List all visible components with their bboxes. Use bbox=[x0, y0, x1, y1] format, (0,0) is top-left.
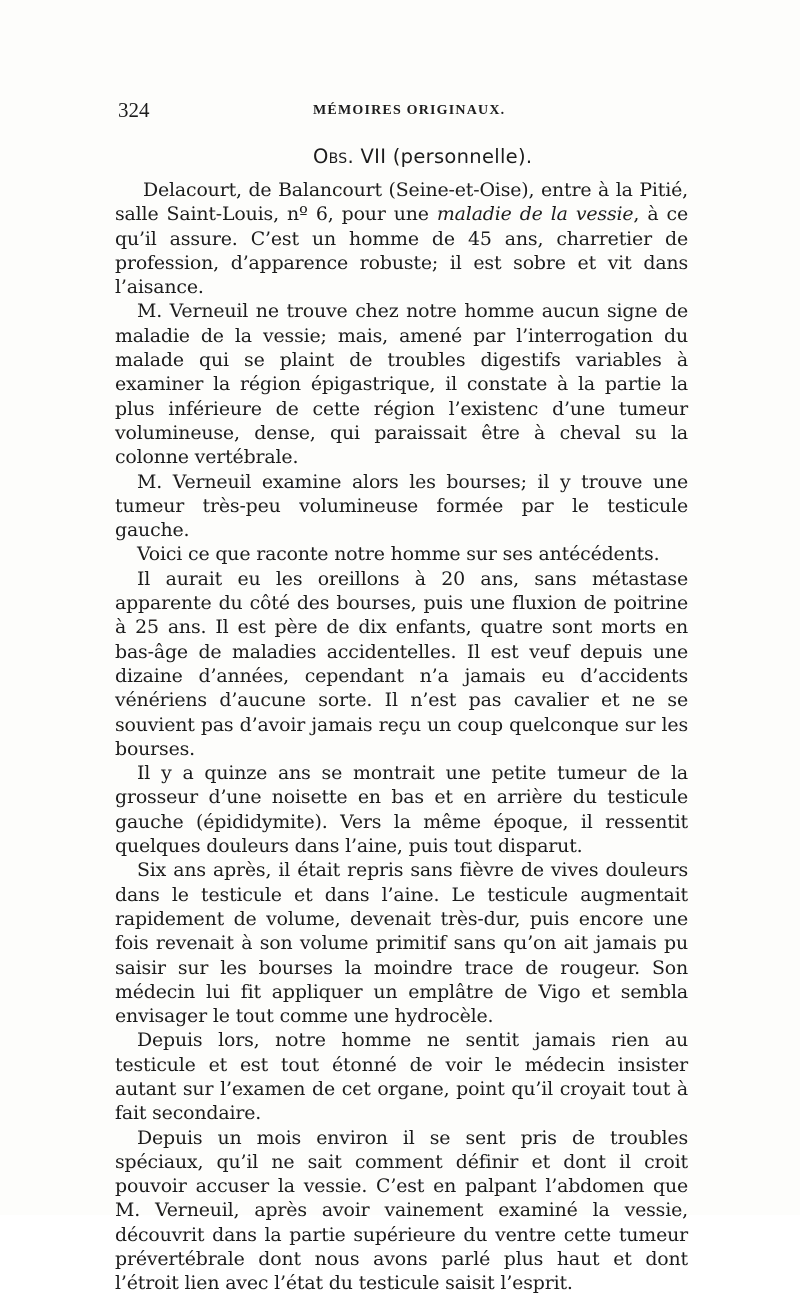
paragraph-5: Il aurait eu les oreillons à 20 ans, sans métastase apparente du côté des bourses, puis une fluxion de poitrine à 25 ans. Il est père de dix enfants, quatre sont morts en bas-âge de maladies accidentelles. Il est veuf depuis une dizaine d’années, cependant n’a jamais eu d’accidents vénériens d’aucune sorte. Il n’est pas cavalier et ne se souvient pas d’avoir jamais reçu un coup quelconque sur les bourses. bbox=[115, 567, 688, 760]
observation-title-rest: VII (personnelle). bbox=[354, 145, 533, 168]
paragraph-6: Il y a quinze ans se montrait une petite tumeur de la grosseur d’une noisette en bas et en arrière du testicule gauche (épididymite). Vers la même époque, il ressentit quelques douleurs dans l’aine, puis tout disparut. bbox=[115, 762, 688, 858]
paragraph-8: Depuis lors, notre homme ne sentit jamais rien au testicule et est tout étonné de voir le médecin insister autant sur l’examen de cet organe, point qu’il croyait tout à fait secondaire. bbox=[115, 1029, 688, 1125]
emphasis-maladie-vessie: maladie de la vessie bbox=[436, 203, 634, 226]
observation-title-abbr: Obs. bbox=[313, 145, 354, 168]
observation-title bbox=[313, 145, 532, 168]
paragraph-9: Depuis un mois environ il se sent pris de troubles spéciaux, qu’il ne sait comment définir et dont il croit pouvoir accuser la vessie. C’est en palpant l’abdomen que M. Verneuil, après avoir vainement examiné la vessie, découvrit dans la partie supérieure du ventre cette tumeur prévertébrale dont nous avons parlé plus haut et dont l’étroit lien avec l’état du testicule saisit l’esprit. bbox=[115, 1126, 688, 1295]
body-text bbox=[115, 178, 688, 1296]
paragraph-1-end: , à ce qu’il assure. C’est un homme de 45 ans, charretier de profession, d’apparence robuste; il est sobre et vit dans l’aisance. bbox=[115, 203, 688, 299]
paragraph-7: Six ans après, il était repris sans fièvre de vives douleurs dans le testicule et dans l’aine. Le testicule augmentait rapidement de volume, devenait très-dur, puis encore une fois revenait à son volume primitif sans qu’on ait jamais pu saisir sur les bourses la moindre trace de rougeur. Son médecin lui fit appliquer un emplâtre de Vigo et sembla envisager le tout comme une hydrocèle. bbox=[115, 859, 688, 1028]
paragraph-4: Voici ce que raconte notre homme sur ses antécédents. bbox=[137, 543, 660, 566]
running-head: MÉMOIRES ORIGINAUX. bbox=[313, 103, 506, 118]
paragraph-1 bbox=[115, 178, 688, 299]
paragraph-2: M. Verneuil ne trouve chez notre homme aucun signe de maladie de la vessie; mais, amené par l’interrogation du malade qui se plaint de troubles digestifs variables à examiner la région épigastrique, il constate à la partie la plus inférieure de cette région l’existenc d’une tumeur volumineuse, dense, qui paraissait être à cheval su la colonne vertébrale. bbox=[115, 300, 688, 469]
paragraph-3: M. Verneuil examine alors les bourses; il y trouve une tumeur très-peu volumineuse formée par le testicule gauche. bbox=[115, 470, 688, 542]
page-number: 324 bbox=[118, 98, 150, 122]
paragraph-1-start: Delacourt, de Balancourt (Seine-et-Oise), entre à la Pitié, salle Saint-Louis, nº 6, pour une bbox=[115, 179, 688, 226]
page-header bbox=[118, 98, 678, 124]
